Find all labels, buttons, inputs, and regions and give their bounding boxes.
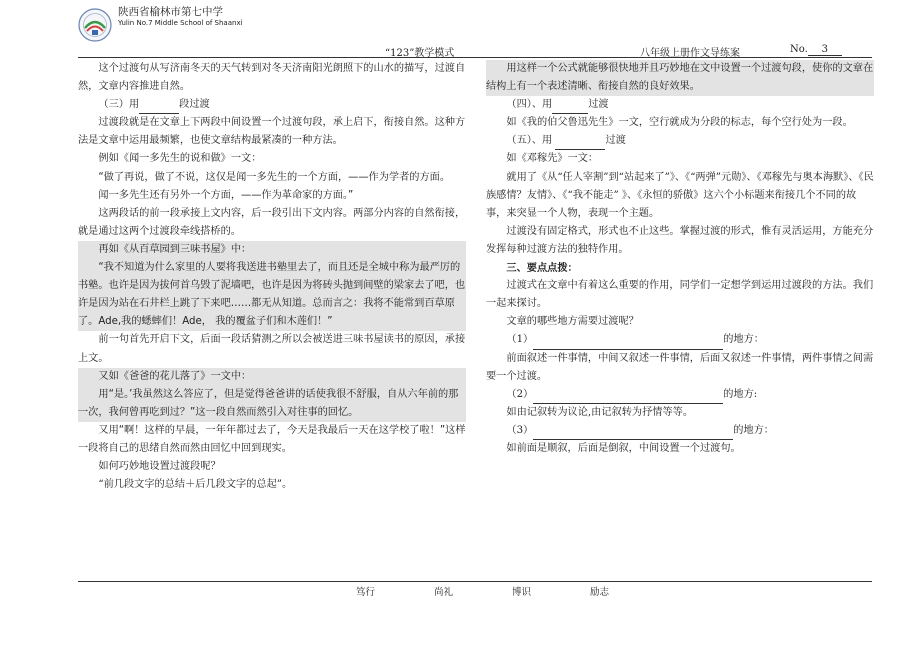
formula: “前几段文字的总结＋后几段文字的总起”。	[98, 479, 293, 491]
paragraph: 前面叙述一件事情，中间又叙述一件事情，后面又叙述一件事情，两件事情之间需要一个过渡。	[486, 352, 874, 382]
paragraph: 这两段话的前一段承接上文内容，后一段引出下文内容。两部分内容的自然衔接，就是通过这两个过渡段牵线搭桥的。	[78, 207, 466, 237]
quote: 闻一多先生还有另外一个方面，——作为革命家的方面。”	[98, 189, 354, 201]
section-heading: （三）用 段过渡	[78, 96, 466, 114]
quote: 用“是。’我虽然这么答应了，但是觉得爸爸讲的话使我很不舒服，自从六年前的那一次，我何曾再吃到过？”这一段自然而然引入对往事的回忆。	[78, 388, 459, 418]
footer-motto-2: 尚礼	[434, 587, 454, 598]
paragraph: 就用了《从“任人宰割”到“站起来了”》、《“两弹”元勋》、《邓稼先与奥本海默》、《民族感情？友情》、《“我不能走” 》、《永恒的骄傲》这六个小标题来衔接几个不同的故事，来突显一个人物，表现一个主题。	[486, 171, 874, 219]
quote: “我不知道为什么家里的人要将我送进书塾里去了，而且还是全城中称为最严厉的书塾。也许是因为拔何首乌毁了泥墙吧，也许是因为将砖头抛到间壁的梁家去了吧，也许是因为站在石井栏上跳了下来吧……都无从知道。总而言之：我将不能常到百草原了。Ade,我的蟋蟀们！Ade， 我的覆盆子们和木莲们！”	[78, 262, 466, 328]
fill-blank	[533, 390, 723, 404]
question-line: （1） 的地方：	[486, 331, 874, 349]
number-value: 3	[808, 44, 842, 56]
footer-motto-4: 励志	[590, 587, 610, 598]
paragraph: 前一句首先开启下文，后面一段话猜测之所以会被送进三味书屋读书的原因，承接上文。	[78, 334, 466, 364]
teaching-mode: “123”教学模式	[385, 48, 455, 59]
quote: “做了再说，做了不说，这仅是闻一多先生的一个方面，——作为学者的方面。	[98, 171, 451, 183]
document-title: 八年级上册作文导练案	[640, 48, 740, 59]
paragraph: 例如《闻一多先生的说和做》一文：	[98, 153, 262, 165]
left-column	[78, 60, 466, 494]
shaded-block	[486, 60, 874, 96]
fill-blank	[555, 136, 605, 150]
fill-blank	[552, 100, 588, 114]
fill-blank	[533, 426, 733, 440]
right-column	[486, 60, 874, 458]
fill-blank	[139, 100, 179, 114]
paragraph: 文章的哪些地方需要过渡呢？	[506, 316, 639, 328]
question-line: （2） 的地方:	[486, 386, 874, 404]
number-label: No.	[790, 44, 808, 55]
paragraph: 如何巧妙地设置过渡段呢？	[98, 461, 221, 473]
document-number	[790, 44, 842, 56]
section-title: 三、要点点拨：	[506, 262, 578, 275]
paragraph: 如《我的伯父鲁迅先生》一文，空行就成为分段的标志，每个空行处为一段。	[506, 117, 853, 129]
quote-block	[78, 241, 466, 331]
section-heading: （五）、用 过渡	[486, 132, 874, 150]
quote-block	[78, 368, 466, 422]
paragraph: 过渡式在文章中有着这么重要的作用，同学们一定想学到运用过渡段的方法。我们一起来探讨。	[486, 280, 874, 310]
footer-divider	[78, 581, 872, 582]
paragraph: 过渡没有固定格式，形式也不止这些。掌握过渡的形式，惟有灵活运用，方能充分发挥每种过渡方法的独特作用。	[486, 225, 874, 255]
quote: 又用“啊！这样的早晨，一年年都过去了，今天是我最后一天在这学校了啦！”这样一段将自己的思绪自然而然由回忆中回到现实。	[78, 424, 466, 454]
paragraph: 如由记叙转为议论,由记叙转为抒情等等。	[506, 406, 694, 418]
paragraph: 如前面是顺叙，后面是倒叙，中间设置一个过渡句。	[506, 442, 741, 454]
paragraph: 这个过渡句从写济南冬天的天气转到对冬天济南阳光朗照下的山水的描写，过渡自然，文章内容推进自然。	[78, 63, 466, 93]
paragraph: 再如《从百草园到三味书屋》中：	[98, 243, 252, 255]
section-heading: （四）、用 过渡	[486, 96, 874, 114]
school-logo	[78, 8, 112, 42]
school-name-en: Yulin No.7 Middle School of Shaanxi	[118, 19, 243, 27]
footer-motto-3: 博识	[512, 587, 532, 598]
paragraph: 又如《爸爸的花儿落了》一文中：	[98, 370, 252, 382]
fill-blank	[533, 336, 723, 350]
question-line: （3） 的地方：	[486, 422, 874, 440]
paragraph: 过渡段就是在文章上下两段中间设置一个过渡句段，承上启下，衔接自然。这种方法是文章中运用最频繁，也使文章结构最紧凑的一种方法。	[78, 117, 466, 147]
header-divider	[78, 57, 872, 58]
paragraph: 如《邓稼先》一文：	[506, 153, 599, 165]
paragraph: 用这样一个公式就能够很快地并且巧妙地在文中设置一个过渡句段，使你的文章在结构上有一个表述清晰、衔接自然的良好效果。	[486, 63, 874, 93]
school-name-cn: 陕西省榆林市第七中学	[118, 6, 223, 18]
footer-motto-1: 笃行	[356, 587, 376, 598]
